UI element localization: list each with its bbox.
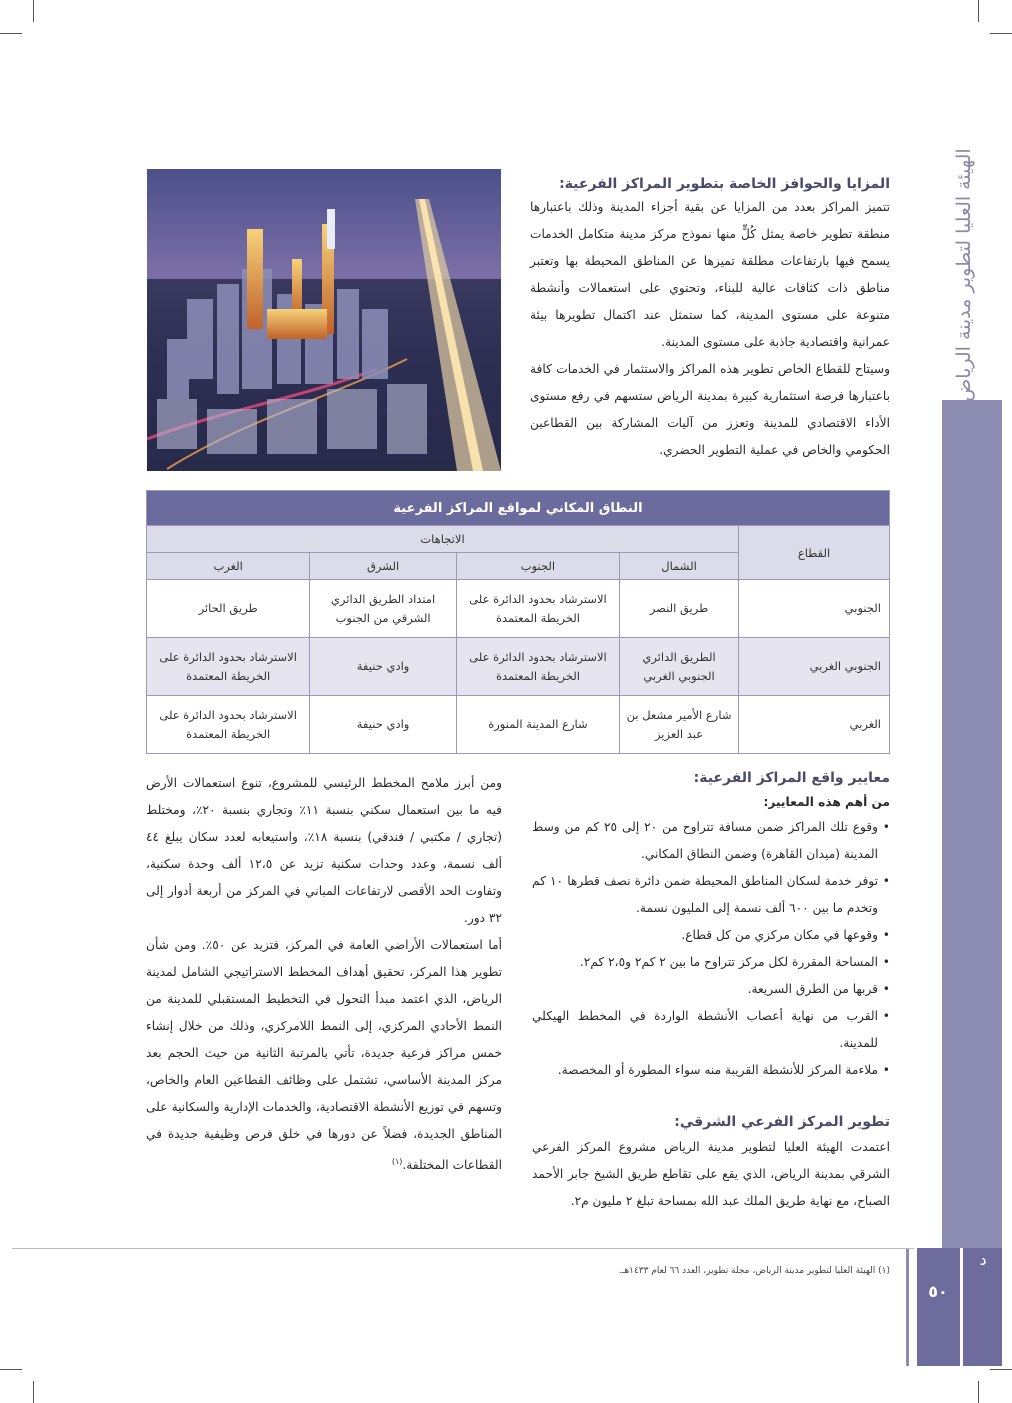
footnote-ref: (١)	[391, 1157, 403, 1166]
crop-mark	[0, 1369, 22, 1370]
list-item: • وقوعها في مكان مركزي من كل قطاع.	[532, 922, 890, 949]
list-item: • ملاءمة المركز للأنشطة القريبة منه سواء المطورة أو المخصصة.	[532, 1057, 890, 1084]
table-row	[147, 638, 890, 696]
crop-mark	[0, 33, 22, 34]
table-cell: الاسترشاد بحدود الدائرة على الخريطة المعتمدة	[147, 638, 310, 696]
east-center-paragraph: اعتمدت الهيئة العليا لتطوير مدينة الرياض مشروع المركز الفرعي الشرقي بمدينة الرياض، الذي يقع على تقاطع طريق الشيخ جابر الأحمد الصباح، مع نهاية طريق الملك عبد الله بمساحة تبلغ ٢ مليون م٢.	[532, 1140, 890, 1208]
table-cell: امتداد الطريق الدائري الشرقي من الجنوب	[310, 580, 457, 638]
table-cell: الاسترشاد بحدود الدائرة على الخريطة المعتمدة	[147, 696, 310, 754]
intro-section	[530, 176, 890, 464]
table-cell: طريق النصر	[620, 580, 739, 638]
direction-header: الغرب	[147, 553, 310, 580]
direction-header: الشمال	[620, 553, 739, 580]
crop-mark	[990, 33, 1012, 34]
sector-cell: الجنوبي الغربي	[739, 638, 890, 696]
crop-mark	[33, 1381, 34, 1403]
table-cell: وادي حنيفة	[310, 638, 457, 696]
sector-cell: الجنوبي	[739, 580, 890, 638]
crop-mark	[33, 0, 34, 22]
crop-mark	[990, 1369, 1012, 1370]
side-title-text: الهيئة العليا لتطوير مدينة الرياض	[953, 148, 975, 402]
crop-mark	[978, 1381, 979, 1403]
table-cell: الاسترشاد بحدود الدائرة على الخريطة المعتمدة	[456, 638, 619, 696]
east-center-heading: تطوير المركز الفرعي الشرقي:	[674, 1114, 890, 1130]
table-row	[147, 580, 890, 638]
master-plan-paragraph	[146, 932, 502, 1179]
list-item: • المساحة المقررة لكل مركز تتراوح ما بين ٢ كم٢ و٢،٥ كم٢.	[532, 949, 890, 976]
side-divider	[906, 1248, 909, 1366]
intro-paragraph: وسيتاح للقطاع الخاص تطوير هذه المراكز والاستثمار في الخدمات كافة باعتبارها فرصة استثمارية كبيرة بمدينة الرياض ستسهم في رفع مستوى الأداء الاقتصادي للمدينة وتعزز من آليات المشاركة بين القطاعين الحكومي والخاص في عملية التطوير الحضري.	[530, 362, 890, 457]
master-plan-text: أما استعمالات الأراضي العامة في المركز، فتزيد عن ٥٠٪. ومن شأن تطوير هذا المركز، تحقيق أهداف المخطط الاستراتيجي الشامل لمدينة الرياض، الذي اعتمد مبدأ التحول في التخطيط المستقبلي للمدينة من النمط الأحادي المركزي، إلى النمط اللامركزي، وذلك من خلال إنشاء خمس مراكز فرعية جديدة، تأتي بالمرتبة الثانية من حيث الحجم بعد مركز المدينة الأساسي، تشتمل على وظائف القطاعين العام والخاص، وتسهم في توزيع الأنشطة الاقتصادية، والخدمات الإدارية والسكانية على المناطق الجديدة، فضلاً عن دورها في خلق فرص وظيفية جديدة في القطاعات المختلفة.	[146, 938, 502, 1173]
sector-cell: الغربي	[739, 696, 890, 754]
side-band	[942, 400, 1002, 1248]
list-item: • القرب من نهاية أعصاب الأنشطة الواردة في المخطط الهيكلي للمدينة.	[532, 1003, 890, 1057]
footnote: (١) الهيئة العليا لتطوير مدينة الرياض، مجلة تطوير، العدد ٦٦ لعام ١٤٣٣هـ.	[618, 1266, 890, 1276]
crop-mark	[978, 0, 979, 22]
intro-paragraph: تتميز المراكز بعدد من المزايا عن بقية أجزاء المدينة وذلك باعتبارها منطقة تطوير خاصة يمثل كُلٍّ منها نموذج مركز مدينة متكامل الخدمات يسمح فيها بارتفاعات مطلقة تميزها عن المناطق المحيطة بها وتعتبر مناطق ذات كثافات عالية للبناء، وتحتوي على استعمالات وأنشطة متنوعة على مستوى المدينة، كما ستمثل عند اكتمال تطويرها بيئة عمرانية واقتصادية جاذبة على مستوى المدينة.	[530, 200, 890, 349]
table-row	[147, 696, 890, 754]
list-item: • توفر خدمة لسكان المناطق المحيطة ضمن دائرة نصف قطرها ١٠ كم وتخدم ما بين ٦٠٠ ألف نسمة إلى المليون نسمة.	[532, 868, 890, 922]
table-cell: الاسترشاد بحدود الدائرة على الخريطة المعتمدة	[456, 580, 619, 638]
list-item: • وقوع تلك المراكز ضمن مسافة تتراوح من ٢٠ إلى ٢٥ كم من وسط المدينة (ميدان القاهرة) وضمن النطاق المكاني.	[532, 814, 890, 868]
direction-header: الجنوب	[456, 553, 619, 580]
directions-header: الاتجاهات	[147, 526, 739, 553]
table-title: النطاق المكاني لمواقع المراكز الفرعية	[147, 491, 890, 526]
sectors-table	[146, 490, 890, 754]
footer-rule	[12, 1248, 914, 1249]
master-plan-paragraph: ومن أبرز ملامح المخطط الرئيسي للمشروع، تنوع استعمالات الأرض فيه ما بين استعمال سكني بنسبة ١١٪ وتجاري بنسبة ٢٠٪، ومختلط (تجاري / مكتبي / فندقي) بنسبة ١٨٪، واستيعابه لعدد سكان يبلغ ٤٤ ألف نسمة، وعدد وحدات سكنية تزيد عن ١٢،٥ ألف وحدة سكنية، وتفاوت الحد الأقصى لارتفاعات المباني في المركز من أربعة أدوار إلى ٣٢ دور.	[146, 776, 503, 925]
criteria-heading: معايير واقع المراكز الفرعية:	[693, 770, 890, 786]
table-cell: شارع المدينة المنورة	[456, 696, 619, 754]
table-cell: طريق الحائر	[147, 580, 310, 638]
aerial-city-photo	[147, 169, 501, 471]
table-cell: وادي حنيفة	[310, 696, 457, 754]
side-title	[944, 150, 984, 400]
criteria-subheading: من أهم هذه المعايير:	[763, 795, 890, 809]
sector-header: القطاع	[739, 526, 890, 580]
criteria-section	[532, 770, 890, 1215]
list-item: • قربها من الطرق السريعة.	[532, 976, 890, 1003]
direction-header: الشرق	[310, 553, 457, 580]
side-divider	[960, 1248, 963, 1366]
criteria-list	[532, 814, 890, 1084]
table-cell: الطريق الدائري الجنوبي الغربي	[620, 638, 739, 696]
intro-heading: المزايا والحوافز الخاصة بتطوير المراكز الفرعية:	[559, 176, 890, 192]
page-number: ٥٠	[928, 1282, 948, 1301]
page-letter: د	[979, 1250, 987, 1269]
table-cell: شارع الأمير مشعل بن عبد العزيز	[620, 696, 739, 754]
master-plan-section	[146, 770, 502, 1179]
